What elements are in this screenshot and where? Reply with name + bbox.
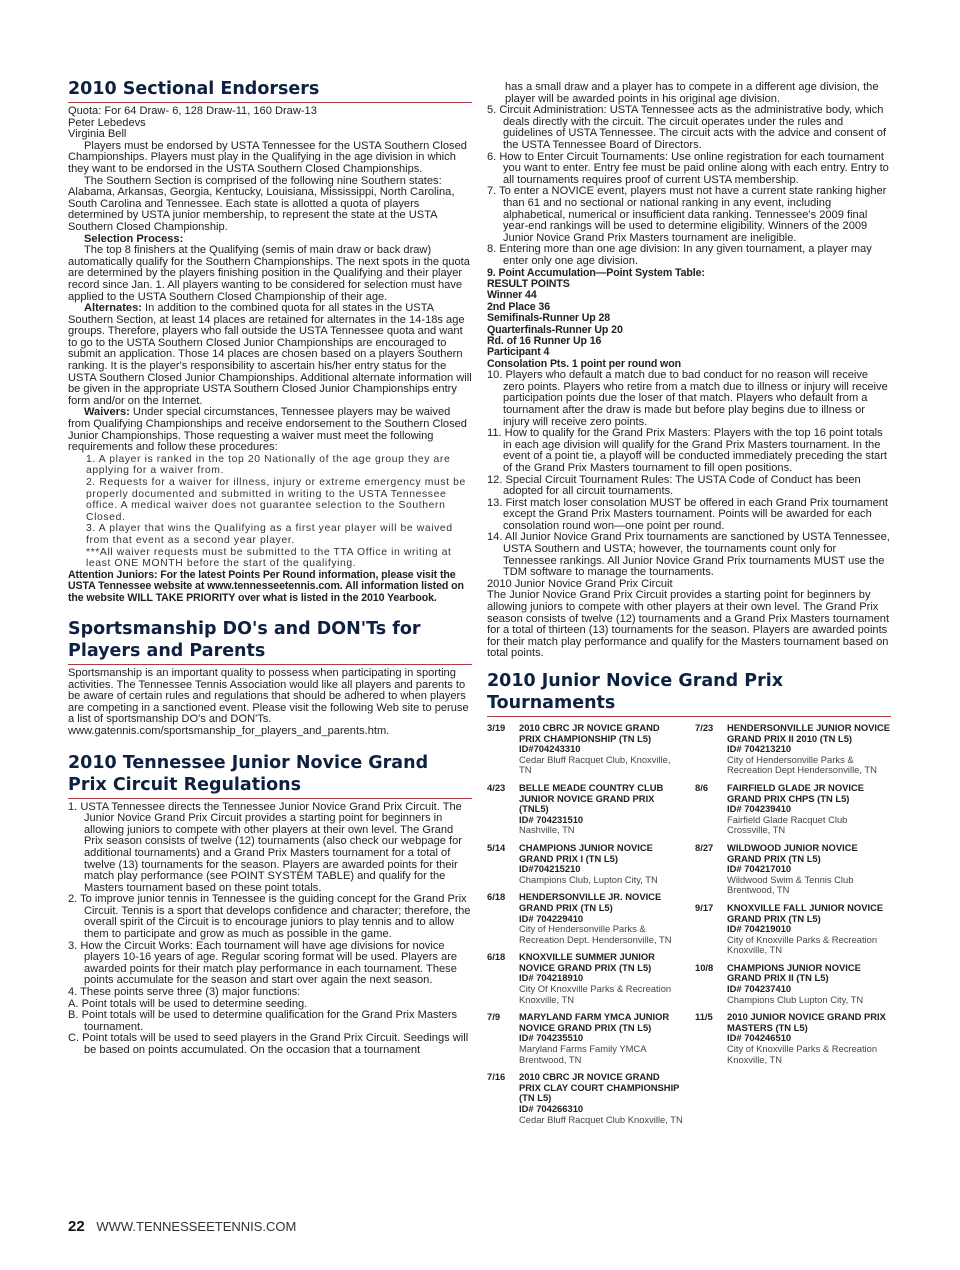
tournament-item [695,843,891,896]
waiver-requirement: 2. Requests for a waiver for illness, injury or extreme emergency must be properly documented and submitted in writing to the USTA Tennessee office. A medical waiver does not guarantee selection to the Southern Closed. [86,477,466,523]
point-system-table [487,268,891,371]
tournament-details [727,723,891,776]
regulation-item: 8. Entering more than one age division: In any given tournament, a player may enter only one age division. [487,243,872,267]
tournament-details [727,963,891,1005]
tournament-list [487,723,891,1132]
tournament-item [695,723,891,776]
tournament-date: 11/5 [695,1011,713,1023]
tournament-id: ID# 704213210 [727,743,792,755]
tournament-date: 10/8 [695,961,714,973]
tournament-name: MARYLAND FARM YMCA JUNIOR NOVICE GRAND PRIX (TN L5) [519,1011,670,1033]
tournament-name: 2010 JUNIOR NOVICE GRAND PRIX MASTERS (TN L5) [727,1011,886,1033]
tournament-column [487,723,683,1132]
regulations-list [487,105,891,267]
tournament-date: 5/14 [487,841,506,853]
page-footer [68,1218,296,1235]
paragraph: has a small draw and a player has to compete in a different age division, the player will be awarded points in his original age division. [505,81,879,105]
point-row: RESULT POINTS [487,277,570,290]
tournament-name: HENDERSONVILLE JR. NOVICE GRAND PRIX (TN L5) [519,891,662,913]
footer-website: WWW.TENNESSEETENNIS.COM [96,1219,297,1234]
regulation-item: 10. Players who default a match due to bad conduct for no reason will receive zero points. Players who retire from a match due to illness or injury will receive participation points due the loser of that match. Players who default from a tournament after the draw is made but before play begins due to illness or injury will receive zero points. [487,369,888,428]
tournament-name: BELLE MEADE COUNTRY CLUB JUNIOR NOVICE GRAND PRIX (TNL5) [519,781,664,815]
left-column [68,78,472,1057]
point-row: Winner 44 [487,289,537,302]
selection-heading: Selection Process: [84,232,184,245]
tournament-id: ID# 704218910 [519,972,584,984]
waivers-paragraph: Waivers: Under special circumstances, Tennessee players may be waived from Qualifying Championships and receive endorsement to the Southern Closed Junior Championships. Those requesting a waiver must meet the following requirements and follow these procedures: [68,406,467,454]
regulation-item: B. Point totals will be used to determine qualification for the Grand Prix Masters tournament. [68,1009,458,1033]
point-row: Quarterfinals-Runner Up 20 [487,323,623,336]
regulation-item: C. Point totals will be used to seed players in the Grand Prix Circuit. Seedings will be based on points accumulated. On the occasion that a tournament [68,1032,469,1056]
waiver-requirement: ***All waiver requests must be submitted to the TTA Office in writing at least ONE MONTH before the start of the qualifying. [86,546,452,570]
tournament-item [487,723,683,776]
tournament-item [695,903,891,956]
alternates-paragraph: Alternates: In addition to the combined quota for all states in the USTA Southern Section, at least 14 places are retained for alternates in the 14-18s age groups. Therefore, players who fall outside the USTA Tennessee quota and want to go to the USTA Southern Closed Junior Championships are encouraged to submit an application. Those 14 places are chosen based on a players Southern ranking. It is the player's responsibility to ascertain his/her entry status for the USTA Southern Closed Junior Championships. Additional alternate information will be given in the appropriate USTA Southern Closed Junior Championships entry form and/or on the Internet. [68,302,472,407]
sportsmanship-heading: Sportsmanship DO's and DON'Ts for Players and Parents [68,618,472,665]
tournament-id: ID# 704229410 [519,912,584,924]
tournament-location: Champions Club Lupton City, TN [727,993,864,1005]
tournament-id: ID# 704217010 [727,863,792,875]
tournament-date: 8/27 [695,841,714,853]
regulation-item: 3. How the Circuit Works: Each tournament will have age divisions for novice players 10-16 years of age. Regular scoring format will be used. Players are awarded points for their match play performance in each tournament. These points accumulate for the season and start over again the next season. [68,939,458,987]
tournament-date: 6/18 [487,891,506,903]
regulations-list [68,802,472,1057]
tournament-details [519,1072,683,1125]
tournament-location: Champions Club, Lupton City, TN [519,873,658,885]
attention-notice: Attention Juniors: For the latest Points Per Round information, please visit the USTA Tennessee website at www.tennesseetennis.com. All information listed on the website WILL TAKE PRIORITY over what is listed in the 2010 Yearbook. [68,568,464,604]
regulations-heading: 2010 Tennessee Junior Novice Grand Prix Circuit Regulations [68,752,472,799]
tournament-id: ID# 704239410 [727,803,792,815]
tournament-details [727,843,891,896]
point-row: Rd. of 16 Runner Up 16 [487,334,602,347]
tournament-name: WILDWOOD JUNIOR NOVICE GRAND PRIX (TN L5) [727,841,858,864]
tournament-location: Cedar Bluff Racquet Club, Knoxville, TN [519,753,671,776]
tournament-location: City Of Knoxville Parks & Recreation Knoxville, TN [519,983,672,1005]
tournament-id: ID#704215210 [519,863,581,875]
endorser-name: Virginia Bell [68,128,127,141]
regulation-item: 1. USTA Tennessee directs the Tennessee Junior Novice Grand Prix Circuit. The Junior Novice Grand Prix Circuit provides a starting point for beginners in allowing juniors to compete with other players at their own level. The Grand Prix season consists of twelve (12) tournaments (also check our webpage for additional tournaments) and a Grand Prix Masters tournament for a total of twelve (13) tournaments for the season. Players are awarded points for their match play performance (see POINT SYSTEM TABLE) and qualify for the Masters tournament based on these point totals. [68,800,462,894]
tournament-item [487,952,683,1005]
tournament-date: 7/9 [487,1011,501,1023]
tournament-id: ID# 704246510 [727,1032,792,1044]
regulation-item: 4. These points serve three (3) major functions: [68,986,301,999]
tournaments-heading: 2010 Junior Novice Grand Prix Tournaments [487,670,891,717]
tournament-name: KNOXVILLE SUMMER JUNIOR NOVICE GRAND PRIX (TN L5) [519,951,655,973]
tournament-date: 7/16 [487,1071,506,1083]
tournament-location: Wildwood Swim & Tennis Club Brentwood, TN [727,873,854,896]
tournament-id: ID#704243310 [519,743,581,755]
waiver-requirement: 3. A player that wins the Qualifying as a first year player will be waived from that event as a second year player. [86,523,453,546]
tournament-name: 2010 CBRC JR NOVICE GRAND PRIX CHAMPIONSHIP (TN L5) [519,722,660,744]
tournament-location: City of Knoxville Parks & Recreation Knoxville, TN [727,933,878,956]
paragraph: Players must be endorsed by USTA Tennessee for the USTA Southern Closed Championships. Players must play in the Qualifying in the age division in which they want to be endorsed in the USTA Southern Closed Championships. [68,139,467,175]
tournament-date: 8/6 [695,781,709,793]
regulation-item: 12. Special Circuit Tournament Rules: The USTA Code of Conduct has been adopted for all circuit tournaments. [487,473,861,498]
point-row: Consolation Pts. 1 point per round won [487,357,681,370]
tournament-item [487,892,683,945]
point-row: Participant 4 [487,346,550,359]
tournament-details [727,903,891,956]
tournament-id: ID# 704231510 [519,813,584,825]
tournament-item [695,783,891,836]
tournament-id: ID# 704266310 [519,1103,584,1114]
tournament-details [519,892,683,945]
waivers-heading: Waivers: [84,406,130,419]
regulation-item: 6. How to Enter Circuit Tournaments: Use online registration for each tournament you want to enter. Entry fee must be paid online along with each entry. Entry to all tournaments requires proof of current USTA membership. [487,150,889,186]
tournament-name: FAIRFIELD GLADE JR NOVICE GRAND PRIX CHPS (TN L5) [727,781,864,804]
point-row: Semifinals-Runner Up 28 [487,312,611,325]
paragraph: The Southern Section is comprised of the following nine Southern states: Alabama, Arkansas, Georgia, Kentucky, Louisiana, Mississippi, North Carolina, South Carolina and Tennessee. Each state is allotted a quota of players determined by USTA junior membership, to represent the state at the USTA Southern Closed Championship. [68,174,455,233]
tournament-name: KNOXVILLE FALL JUNIOR NOVICE GRAND PRIX (TN L5) [727,901,884,924]
paragraph: The top 8 finishers at the Qualifying (semis of main draw or back draw) automatically qualify for the Southern Championships. The next spots in the quota are determined by the players finishing position in the Qualifying and their player record since Jan. 1. All players wanting to be considered for selection must have applied to the USTA Southern Closed Championship of their age. [68,244,470,303]
tournament-location: City of Knoxville Parks & Recreation Knoxville, TN [727,1043,878,1065]
point-row: 9. Point Accumulation—Point System Table: [487,266,705,279]
tournament-name: CHAMPIONS JUNIOR NOVICE GRAND PRIX I (TN L5) [519,841,653,864]
tournament-date: 4/23 [487,781,506,793]
tournament-location: Maryland Farms Family YMCA Brentwood, TN [519,1043,646,1065]
tournament-id: ID# 704237410 [727,983,792,995]
tournament-date: 9/17 [695,901,714,913]
tournament-id: ID# 704219010 [727,923,792,935]
circuit-heading: 2010 Junior Novice Grand Prix Circuit [487,577,673,590]
paragraph: Sportsmanship is an important quality to possess when participating in sporting activities. The Tennessee Tennis Association would like all players and parents to be aware of certain rules and regulations that should be adhered to when players are competing in a sanctioned event. Please visit the following Web site to peruse a list of sportsmanship DO's and DON'Ts. www.gatennis.com/sportsmanship_for_players_and_parents.htm. [68,666,469,737]
endorsers-heading: 2010 Sectional Endorsers [68,78,472,103]
regulation-item: 5. Circuit Administration: USTA Tennessee acts as the administrative body, which deals directly with the circuit. The circuit operates under the rules and guidelines of USTA Tennessee. The circuit acts with the advice and consent of the USTA Tennessee Board of Directors. [487,104,886,151]
tournament-name: CHAMPIONS JUNIOR NOVICE GRAND PRIX II (TN L5) [727,961,861,984]
tournament-item [487,1012,683,1065]
tournament-column [695,723,891,1132]
tournament-details [727,1012,891,1065]
tournament-name: HENDERSONVILLE JUNIOR NOVICE GRAND PRIX II 2010 (TN L5) [727,722,891,744]
tournament-details [519,843,683,885]
tournament-name: 2010 CBRC JR NOVICE GRAND PRIX CLAY COURT CHAMPIONSHIP (TN L5) [519,1071,680,1104]
tournament-date: 3/19 [487,722,506,733]
tournament-date: 6/18 [487,951,506,963]
tournament-location: Nashville, TN [519,824,575,836]
regulation-item: 2. To improve junior tennis in Tennessee is the guiding concept for the Grand Prix Circuit. Tennis is a sport that develops confidence and character; therefore, the overall spirit of the Circuit is to encourage juniors to play tennis and to allow them to participate and grow as much as possible in the game. [68,893,471,941]
tournament-item [487,1072,683,1125]
regulation-item: A. Point totals will be used to determine seeding. [68,997,308,1010]
tournament-location: City of Hendersonville Parks & Recreation Dept. Hendersonville, TN [519,923,672,945]
tournament-details [519,783,683,836]
quota-line: Quota: For 64 Draw- 6, 128 Draw-11, 160 Draw-13 [68,105,317,117]
alternates-heading: Alternates: [84,302,142,315]
tournament-item [695,963,891,1005]
right-column [487,82,891,1132]
paragraph: The Junior Novice Grand Prix Circuit provides a starting point for beginners by allowing juniors to compete with other players at their own level. The Grand Prix season consists of twelve (12) tournaments and a Grand Prix Masters tournament for a total of thirteen (13) tournaments for the season. Players are awarded points for their match play performance and qualify for the Masters tournament based on total points. [487,589,890,660]
regulation-item: 7. To enter a NOVICE event, players must not have a current state ranking higher than 61 and no sectional or national ranking in any event, including alphabetical, numerical or insufficient data ranking. Tennessee's 2009 final year-end rankings will be used to determine eligibility. Winners of the 2009 Junior Novice Grand Prix Masters tournament are ineligible. [487,185,887,244]
regulation-item: 13. First match loser consolation MUST be offered in each Grand Prix tournament except the Grand Prix Masters tournament. Points will be awarded for each consolation round won—one point per round. [487,496,889,532]
endorser-name: Peter Lebedevs [68,116,146,129]
tournament-item [487,843,683,885]
tournament-location: City of Hendersonville Parks & Recreation Dept Hendersonville, TN [727,753,877,776]
regulation-item: 14. All Junior Novice Grand Prix tournaments are sanctioned by USTA Tennessee, USTA Southern and USTA; however, the tournaments count only for Tennessee rankings. All Junior Novice Grand Prix tournaments MUST use the TDM software to manage the tournaments. [487,531,890,579]
point-row: 2nd Place 36 [487,300,550,313]
tournament-id: ID# 704235510 [519,1032,584,1044]
tournament-details [519,723,683,776]
tournament-details [519,1012,683,1065]
tournament-details [727,783,891,836]
tournament-date: 7/23 [695,722,714,733]
tournament-details [519,952,683,1005]
regulation-item: 11. How to qualify for the Grand Prix Masters: Players with the top 16 point totals in each age division will qualify for the Grand Prix Masters tournament. In the event of a point tie, a playoff will be conducted immediately preceding the start of the Grand Prix Masters tournament to fill open positions. [487,427,887,474]
tournament-item [695,1012,891,1065]
tournament-location: Cedar Bluff Racquet Club Knoxville, TN [519,1113,683,1125]
waiver-requirement: 1. A player is ranked in the top 20 Nationally of the age group they are applying for a waiver from. [86,453,451,477]
page-number: 22 [68,1218,85,1235]
tournament-item [487,783,683,836]
tournament-location: Fairfield Glade Racquet Club Crossville, TN [727,813,848,836]
regulations-list [487,370,891,579]
